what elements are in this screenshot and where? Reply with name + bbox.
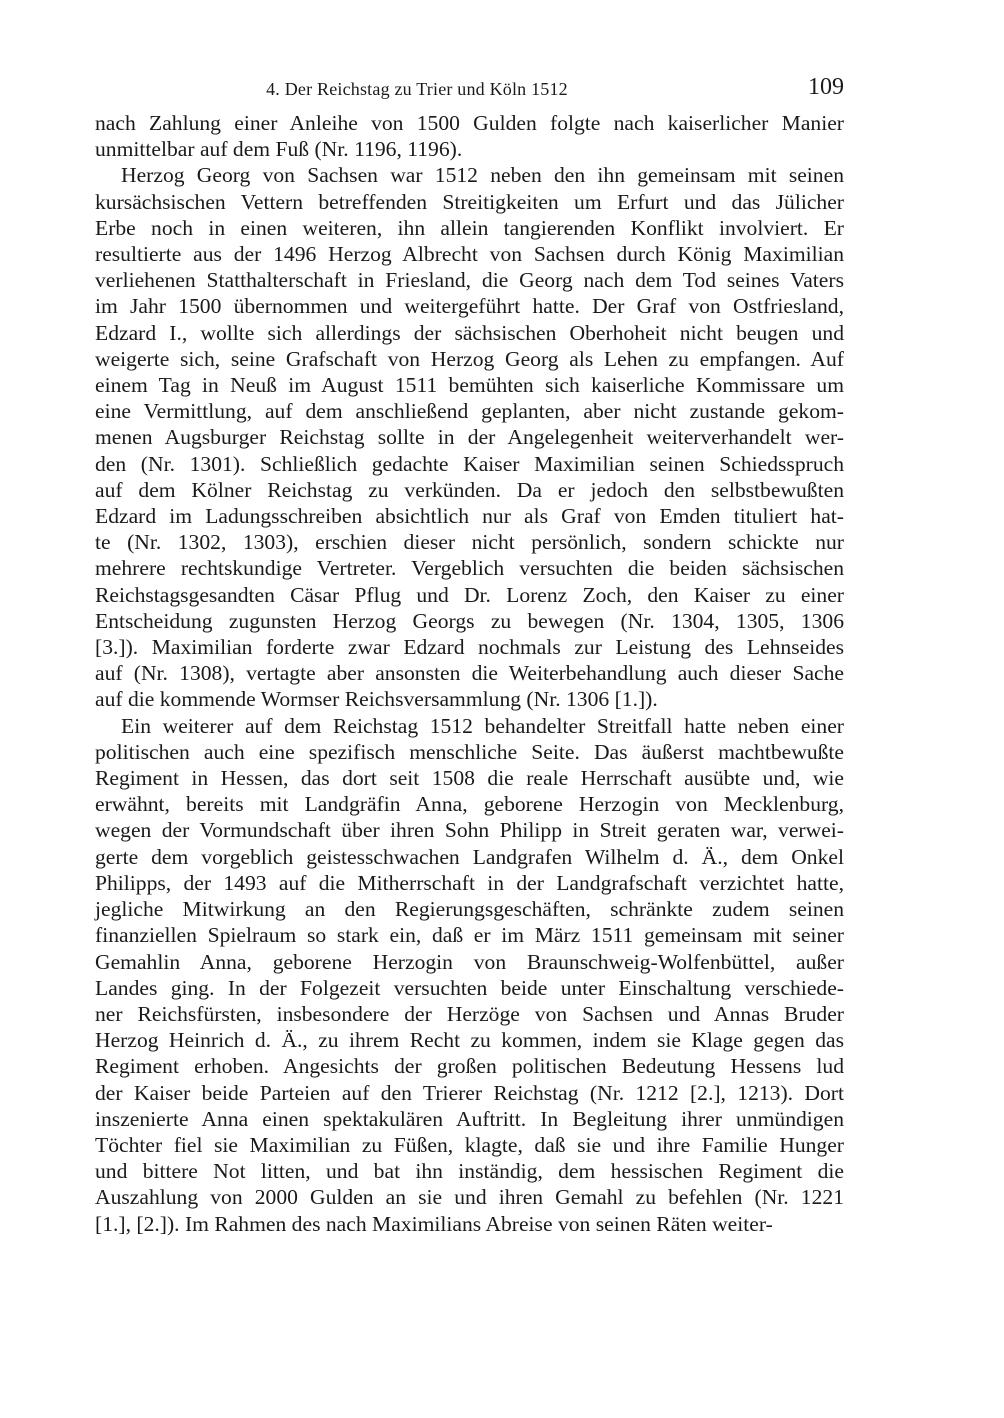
text-line: kursächsischen Vettern betreffenden Streitigkeiten um Erfurt und das Jülicher — [95, 189, 844, 214]
paragraph-3 — [95, 713, 844, 1237]
text-line: eine Vermittlung, auf dem anschließend geplanten, aber nicht zustande gekom- — [95, 399, 844, 424]
text-line: Regiment in Hessen, das dort seit 1508 die reale Herrschaft ausübte und, wie — [95, 766, 844, 791]
paragraph-2 — [95, 162, 844, 712]
text-line: und bittere Not litten, und bat ihn inständig, dem hessischen Regiment die — [95, 1159, 844, 1184]
page-number: 109 — [808, 74, 844, 100]
text-line: der Kaiser beide Parteien auf den Trierer Reichstag (Nr. 1212 [2.], 1213). Dort — [95, 1080, 844, 1105]
text-line: ner Reichsfürsten, insbesondere der Herzöge von Sachsen und Annas Bruder — [95, 1001, 844, 1026]
text-line: wegen der Vormundschaft über ihren Sohn Philipp in Streit geraten war, verwei- — [95, 818, 844, 843]
text-line: menen Augsburger Reichstag sollte in der Angelegenheit weiterverhandelt wer- — [95, 425, 844, 450]
text-line: [3.]). Maximilian forderte zwar Edzard nochmals zur Leistung des Lehnseides — [95, 635, 844, 660]
text-line: verliehenen Statthalterschaft in Friesland, die Georg nach dem Tod seines Vaters — [95, 268, 844, 293]
text-line: im Jahr 1500 übernommen und weitergeführt hatte. Der Graf von Ostfriesland, — [95, 294, 844, 319]
text-line: auf dem Kölner Reichstag zu verkünden. Da er jedoch den selbstbewußten — [95, 477, 844, 502]
text-line: Töchter fiel sie Maximilian zu Füßen, klagte, daß sie und ihre Familie Hunger — [95, 1132, 844, 1157]
text-line: erwähnt, bereits mit Landgräfin Anna, geborene Herzogin von Mecklenburg, — [95, 792, 844, 817]
text-line: Entscheidung zugunsten Herzog Georgs zu bewegen (Nr. 1304, 1305, 1306 — [95, 608, 844, 633]
text-line: unmittelbar auf dem Fuß (Nr. 1196, 1196). — [95, 137, 463, 162]
text-line: Auszahlung von 2000 Gulden an sie und ihren Gemahl zu befehlen (Nr. 1221 — [95, 1185, 844, 1210]
body-text — [95, 110, 844, 1237]
text-line: jegliche Mitwirkung an den Regierungsgeschäften, schränkte zudem seinen — [95, 897, 844, 922]
text-line: Erbe noch in einen weiteren, ihn allein tangierenden Konflikt involviert. Er — [95, 215, 844, 240]
text-line: einem Tag in Neuß im August 1511 bemühten sich kaiserliche Kommissare um — [95, 373, 844, 398]
text-line: weigerte sich, seine Grafschaft von Herzog Georg als Lehen zu empfangen. Auf — [95, 346, 844, 371]
text-line: auf die kommende Wormser Reichsversammlung (Nr. 1306 [1.]). — [95, 687, 658, 712]
text-line: Edzard I., wollte sich allerdings der sächsischen Oberhoheit nicht beugen und — [95, 320, 844, 345]
text-line: nach Zahlung einer Anleihe von 1500 Gulden folgte nach kaiserlicher Manier — [95, 111, 844, 135]
running-head — [95, 74, 844, 110]
text-line: Herzog Heinrich d. Ä., zu ihrem Recht zu kommen, indem sie Klage gegen das — [95, 1028, 844, 1053]
paragraph-1 — [95, 110, 844, 162]
running-title: 4. Der Reichstag zu Trier und Köln 1512 — [266, 79, 568, 99]
text-line: den (Nr. 1301). Schließlich gedachte Kaiser Maximilian seinen Schiedsspruch — [95, 451, 844, 476]
text-line: politischen auch eine spezifisch menschliche Seite. Das äußerst machtbewußte — [95, 739, 844, 764]
text-line: Gemahlin Anna, geborene Herzogin von Braunschweig-Wolfenbüttel, außer — [95, 949, 844, 974]
text-line: te (Nr. 1302, 1303), erschien dieser nicht persönlich, sondern schickte nur — [95, 530, 844, 555]
text-line: mehrere rechtskundige Vertreter. Vergeblich versuchten die beiden sächsischen — [95, 556, 844, 581]
text-line: Ein weiterer auf dem Reichstag 1512 behandelter Streitfall hatte neben einer — [121, 713, 844, 738]
text-line: Landes ging. In der Folgezeit versuchten beide unter Einschaltung verschiede- — [95, 975, 844, 1000]
text-line: finanziellen Spielraum so stark ein, daß er im März 1511 gemeinsam mit seiner — [95, 923, 844, 948]
text-line: gerte dem vorgeblich geistesschwachen Landgrafen Wilhelm d. Ä., dem Onkel — [95, 844, 844, 869]
text-line: inszenierte Anna einen spektakulären Auftritt. In Begleitung ihrer unmündigen — [95, 1106, 844, 1131]
text-line: resultierte aus der 1496 Herzog Albrecht von Sachsen durch König Maximilian — [95, 242, 844, 267]
text-line: [1.], [2.]). Im Rahmen des nach Maximilians Abreise von seinen Räten weiter- — [95, 1211, 773, 1236]
text-line: auf (Nr. 1308), vertagte aber ansonsten die Weiterbehandlung auch dieser Sache — [95, 661, 844, 686]
text-line: Herzog Georg von Sachsen war 1512 neben den ihn gemeinsam mit seinen — [121, 163, 844, 188]
text-line: Reichstagsgesandten Cäsar Pflug und Dr. Lorenz Zoch, den Kaiser zu einer — [95, 582, 844, 607]
text-line: Edzard im Ladungsschreiben absichtlich nur als Graf von Emden tituliert hat- — [95, 504, 844, 529]
page — [95, 74, 844, 1237]
text-line: Philipps, der 1493 auf die Mitherrschaft in der Landgrafschaft verzichtet hatte, — [95, 870, 844, 895]
text-line: Regiment erhoben. Angesichts der großen politischen Bedeutung Hessens lud — [95, 1054, 844, 1079]
